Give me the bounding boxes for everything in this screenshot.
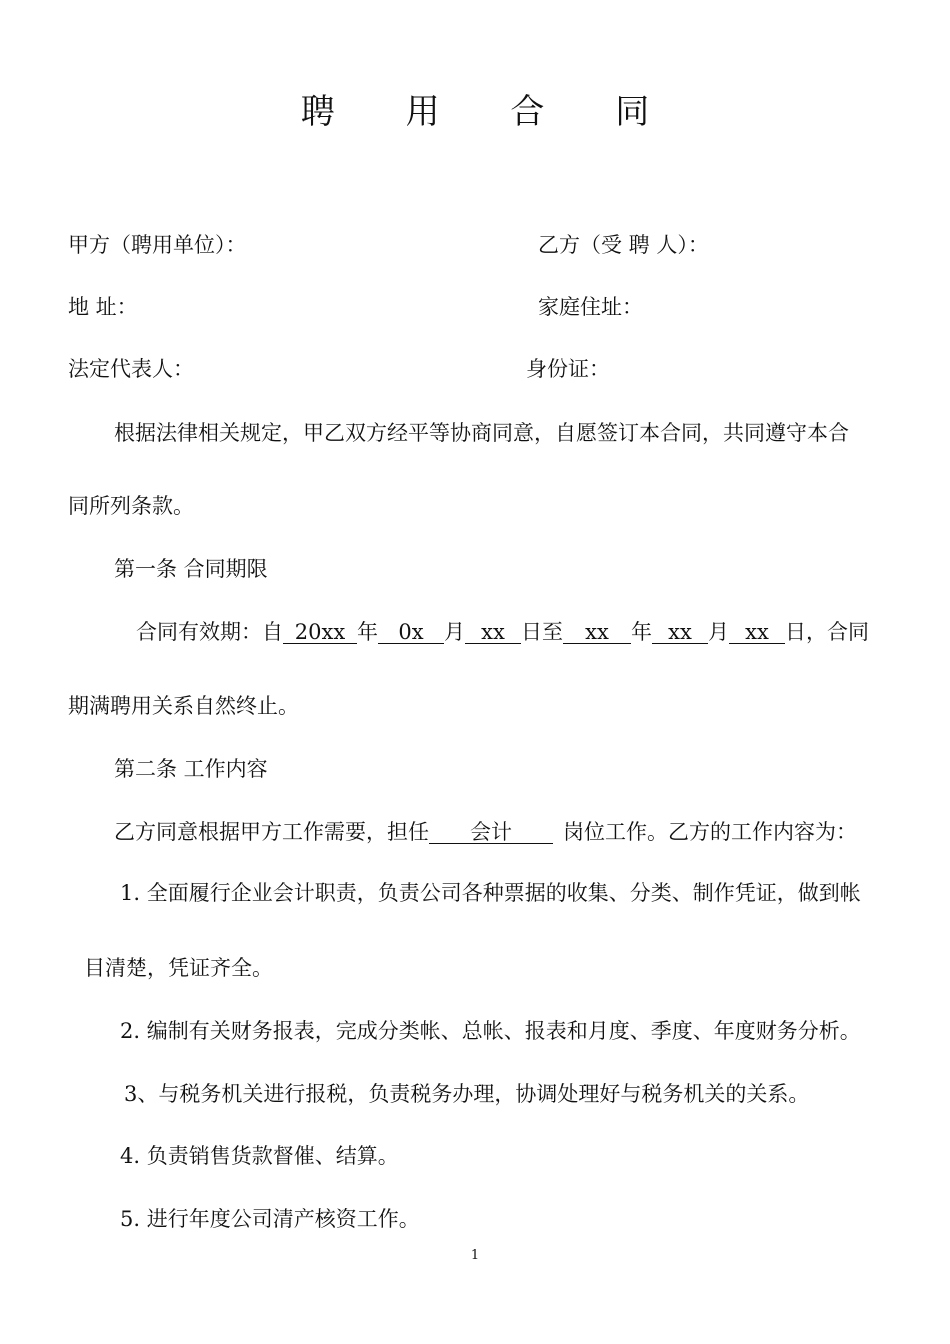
start-day-field: xx (465, 621, 521, 644)
duty-item-3: 3、与税务机关进行报税，负责税务办理，协调处理好与税务机关的关系。 (124, 1082, 810, 1106)
end-month-field: xx (652, 621, 708, 644)
address-label: 地 址： (68, 295, 138, 319)
page-number: 1 (470, 1248, 480, 1263)
validity-line (136, 619, 869, 645)
position-line (114, 819, 857, 845)
month-char: 月 (444, 620, 465, 644)
start-month-field: 0x (378, 621, 444, 644)
year-char-2: 年 (631, 620, 652, 644)
duty-item-2: 2. 编制有关财务报表，完成分类帐、总帐、报表和月度、季度、年度财务分析。 (120, 1019, 861, 1043)
duty-item-5: 5. 进行年度公司清产核资工作。 (120, 1207, 420, 1231)
preamble-line-2: 同所列条款。 (68, 494, 194, 518)
validity-line-2: 期满聘用关系自然终止。 (68, 694, 299, 718)
id-card-label: 身份证： (526, 357, 610, 381)
duty-item-1-line-1: 1. 全面履行企业会计职责，负责公司各种票据的收集、分类、制作凭证，做到帐 (120, 881, 861, 905)
year-char: 年 (357, 620, 378, 644)
validity-suffix: 日，合同 (785, 620, 869, 644)
party-b-label: 乙方（受 聘 人）： (538, 233, 709, 257)
duty-item-4: 4. 负责销售货款督催、结算。 (120, 1144, 399, 1168)
legal-rep-label: 法定代表人： (68, 357, 194, 381)
duty-item-1-line-2: 目清楚，凭证齐全。 (84, 956, 273, 980)
home-address-label: 家庭住址： (538, 295, 643, 319)
article-2-heading: 第二条 工作内容 (114, 757, 268, 781)
article-1-heading: 第一条 合同期限 (114, 557, 268, 581)
validity-prefix: 合同有效期：自 (136, 620, 283, 644)
month-char-2: 月 (708, 620, 729, 644)
until-text: 日至 (521, 620, 563, 644)
party-a-label: 甲方（聘用单位）： (68, 233, 247, 257)
position-suffix: 岗位工作。乙方的工作内容为： (563, 820, 857, 844)
end-day-field: xx (729, 621, 785, 644)
end-year-field: xx (563, 621, 631, 644)
start-year-field: 20xx (283, 621, 357, 644)
position-prefix: 乙方同意根据甲方工作需要，担任 (114, 820, 429, 844)
contract-title: 聘 用 合 同 (300, 92, 680, 132)
preamble-line-1: 根据法律相关规定，甲乙双方经平等协商同意，自愿签订本合同，共同遵守本合 (114, 421, 849, 445)
position-field: 会计 (429, 821, 553, 844)
